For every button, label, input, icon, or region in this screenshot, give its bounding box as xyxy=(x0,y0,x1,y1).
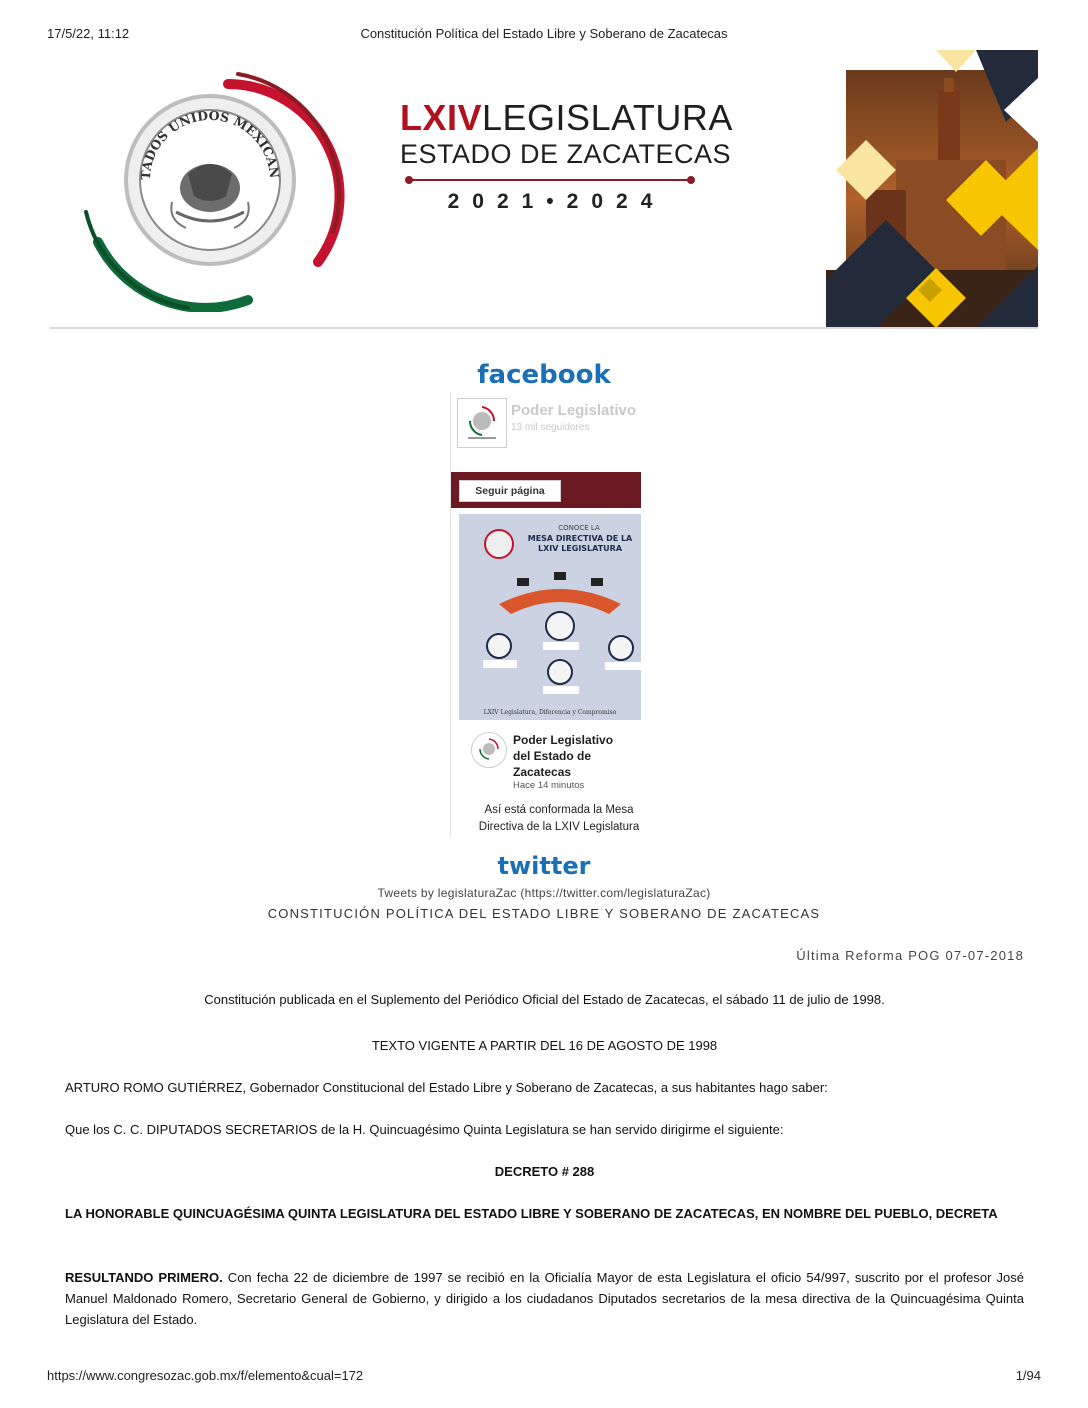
post-image-footer: LXIV Legislatura, Diferencia y Compromiso xyxy=(483,709,617,716)
facebook-followers: 13 mil seguidores xyxy=(511,422,590,433)
facebook-heading: facebook xyxy=(477,360,611,390)
facebook-page-name[interactable]: Poder Legislativo xyxy=(511,402,637,419)
print-url: https://www.congresozac.gob.mx/f/elemento&cual=172 xyxy=(47,1368,364,1383)
facebook-post-image[interactable] xyxy=(459,514,641,720)
facebook-page-widget[interactable] xyxy=(450,392,641,838)
decree-heading: LA HONORABLE QUINCUAGÉSIMA QUINTA LEGISLATURA DEL ESTADO LIBRE Y SOBERANO DE ZACATECAS, EN NOMBRE DEL PUEBLO, DECRETA xyxy=(65,1206,998,1221)
document-title: CONSTITUCIÓN POLÍTICA DEL ESTADO LIBRE Y SOBERANO DE ZACATECAS xyxy=(267,906,821,921)
resultando-text: Con fecha 22 de diciembre de 1997 se recibió en la Oficialía Mayor de esta Legislatura el oficio 54/997, suscrito por el profesor José Manuel Maldonado Romero, Secretario General de Gobierno, y dirigido a los ciudadanos Diputados secretarios de la mesa directiva de la Quincuagésima Quinta Legislatura del Estado. xyxy=(65,1270,1024,1327)
twitter-heading: twitter xyxy=(497,852,591,880)
tweets-by-link[interactable]: Tweets by legislaturaZac (https://twitter.com/legislaturaZac) xyxy=(377,886,711,900)
facebook-post-text xyxy=(469,802,641,836)
resultando-label: RESULTANDO PRIMERO. xyxy=(65,1270,223,1285)
print-page-number: 1/94 xyxy=(1015,1368,1041,1383)
mexican-seal-logo xyxy=(68,62,348,312)
secretaries-paragraph: Que los C. C. DIPUTADOS SECRETARIOS de la H. Quincuagésimo Quinta Legislatura se han servido dirigirme el siguiente: xyxy=(65,1122,784,1137)
follow-page-button[interactable]: Seguir página xyxy=(459,480,561,502)
facebook-page-avatar[interactable] xyxy=(457,398,507,448)
legislature-number: LXIV xyxy=(400,97,483,138)
publication-note: Constitución publicada en el Suplemento del Periódico Oficial del Estado de Zacatecas, el sábado 11 de julio de 1998. xyxy=(204,992,885,1007)
legislature-word: LEGISLATURA xyxy=(482,97,733,138)
legislature-state: ESTADO DE ZACATECAS xyxy=(400,139,732,169)
facebook-post-text-line: Así está conformada la Mesa xyxy=(484,804,634,816)
cathedral-photo-mosaic xyxy=(826,50,1038,328)
governor-paragraph: ARTURO ROMO GUTIÉRREZ, Gobernador Constitucional del Estado Libre y Soberano de Zacatecas, a sus habitantes hago saber: xyxy=(65,1080,828,1095)
legislature-name xyxy=(400,97,733,138)
facebook-post-time[interactable]: Hace 14 minutos xyxy=(513,780,585,791)
facebook-post-author-avatar[interactable] xyxy=(471,732,507,768)
facebook-post-text-line: Directiva de la LXIV Legislatura xyxy=(478,821,640,833)
last-reform-note: Última Reforma POG 07-07-2018 xyxy=(796,948,1024,963)
print-datetime: 17/5/22, 11:12 xyxy=(47,26,130,41)
decree-number: DECRETO # 288 xyxy=(494,1164,595,1179)
legislature-years: 2021•2024 xyxy=(447,190,666,213)
svg-text:ESTADOS UNIDOS MEXICANOS: TADOS UNIDOS MEXICAN xyxy=(137,107,283,181)
in-force-note: TEXTO VIGENTE A PARTIR DEL 16 DE AGOSTO DE 1998 xyxy=(371,1038,718,1053)
legislature-divider xyxy=(405,174,695,186)
post-image-header: MESA DIRECTIVA DE LA LXIV LEGISLATURA xyxy=(527,534,633,553)
post-image-header-small: CONOCE LA xyxy=(558,524,600,532)
resultando-paragraph xyxy=(65,1267,1024,1330)
print-page-title: Constitución Política del Estado Libre y Soberano de Zacatecas xyxy=(360,26,728,41)
legislature-logo xyxy=(400,97,733,214)
banner-divider xyxy=(50,327,1038,329)
facebook-post-author[interactable]: Poder Legislativo del Estado de Zacatecas xyxy=(513,733,614,779)
